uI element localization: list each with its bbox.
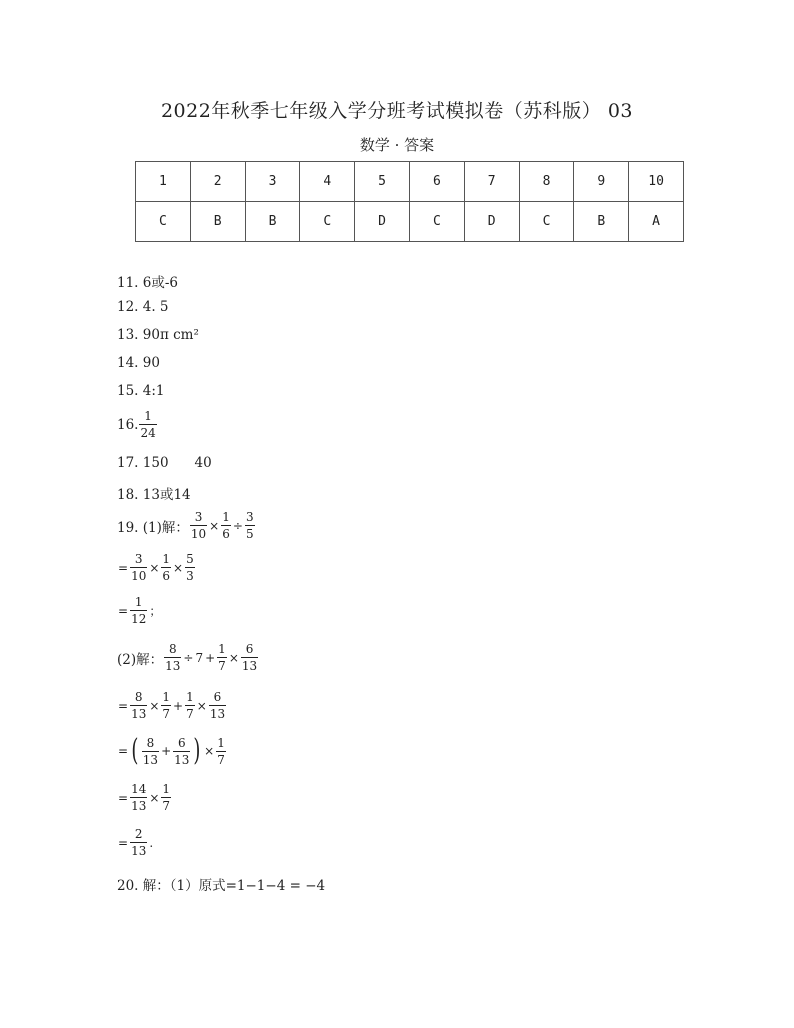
divide-sign: ÷ [183, 650, 194, 665]
answer-letter: D [355, 202, 410, 242]
numerator: 8 [168, 642, 177, 656]
denominator: 24 [140, 426, 156, 440]
times-sign: × [149, 790, 160, 805]
denominator: 10 [131, 569, 147, 583]
divide-sign: ÷ [232, 518, 243, 533]
denominator: 13 [165, 659, 181, 673]
answer-17 [117, 455, 212, 471]
numerator: 1 [144, 409, 152, 423]
equals-sign: = [118, 698, 129, 713]
answer-20: 20. 解：（1）原式=1−1−4 = −4 [117, 878, 326, 894]
question-number: 5 [355, 162, 410, 202]
answer-letter: B [245, 202, 300, 242]
numerator: 3 [134, 552, 143, 566]
fraction [217, 643, 227, 672]
question-number: 7 [464, 162, 519, 202]
numerator: 6 [177, 735, 186, 750]
denominator: 6 [222, 527, 230, 541]
equals-sign: = [118, 560, 129, 575]
answer-15: 15. 4:1 [117, 383, 165, 399]
equals-sign: = [118, 790, 129, 805]
question-number: 1 [136, 162, 191, 202]
denominator: 13 [131, 707, 147, 721]
numerator: 2 [134, 827, 143, 841]
answer-19-part-1 [117, 511, 256, 540]
answer-19-part-2-label: (2)解： [117, 651, 164, 668]
answer-14: 14. 90 [117, 355, 160, 371]
numerator: 14 [131, 782, 147, 796]
numerator: 1 [162, 552, 171, 566]
numerator: 3 [245, 510, 254, 524]
times-sign: × [149, 560, 160, 575]
numerator: 6 [213, 690, 222, 704]
fraction [216, 737, 226, 766]
period: . [149, 835, 154, 850]
numerator: 1 [186, 690, 194, 704]
answer-19-part-2 [117, 643, 259, 672]
step-19-2-a [117, 691, 227, 720]
question-number: 10 [629, 162, 684, 202]
numerator: 8 [134, 690, 143, 704]
fraction [139, 410, 156, 439]
answer-19-label: 19. (1)解： [117, 519, 189, 536]
denominator: 7 [186, 707, 194, 721]
fraction [130, 828, 147, 857]
answer-letter: C [409, 202, 464, 242]
denominator: 13 [131, 844, 147, 858]
page-subtitle: 数学 · 答案 [359, 136, 435, 154]
step-19-1-b [117, 596, 162, 625]
fraction [185, 691, 195, 720]
answer-18: 18. 13或14 [117, 487, 191, 503]
numerator: 3 [194, 510, 203, 524]
fraction [245, 511, 255, 540]
fraction [130, 596, 147, 625]
answer-16-label: 16. [117, 416, 139, 433]
step-19-2-d [117, 828, 154, 857]
fraction [241, 643, 258, 672]
times-sign: × [173, 560, 184, 575]
answer-17-part-a: 17. 150 [117, 455, 169, 471]
denominator: 13 [131, 799, 147, 813]
plus-sign: + [173, 698, 184, 713]
numerator: 1 [162, 690, 171, 704]
times-sign: × [228, 650, 239, 665]
equals-sign: = [118, 744, 129, 758]
question-number: 4 [300, 162, 355, 202]
step-19-2-c [117, 783, 172, 812]
step-19-1-a [117, 553, 196, 582]
table-row-answers [136, 202, 684, 242]
answer-letter: C [519, 202, 574, 242]
answer-13: 13. 90π cm² [117, 327, 199, 343]
left-paren: ( [131, 733, 139, 768]
answer-17-part-b: 40 [194, 455, 212, 471]
question-number: 6 [409, 162, 464, 202]
fraction [209, 691, 226, 720]
denominator: 13 [142, 752, 159, 767]
denominator: 13 [209, 707, 226, 721]
integer: 7 [195, 650, 204, 665]
numerator: 5 [186, 552, 194, 566]
fraction [164, 643, 181, 672]
semicolon: ； [149, 604, 162, 618]
denominator: 7 [162, 707, 171, 721]
fraction [130, 691, 147, 720]
question-number: 9 [574, 162, 629, 202]
fraction [221, 511, 231, 540]
answer-16 [117, 410, 158, 439]
denominator: 5 [245, 527, 254, 541]
denominator: 3 [186, 569, 194, 583]
numerator: 1 [162, 782, 171, 796]
answer-11: 11. 6或-6 [117, 275, 179, 291]
fraction [173, 737, 190, 766]
times-sign: × [196, 698, 207, 713]
question-number: 3 [245, 162, 300, 202]
plus-sign: + [205, 650, 216, 665]
equals-sign: = [118, 603, 129, 618]
fraction [142, 737, 159, 766]
answer-12: 12. 4. 5 [117, 299, 169, 315]
denominator: 7 [218, 659, 226, 673]
denominator: 13 [174, 752, 190, 767]
numerator: 8 [146, 735, 155, 750]
numerator: 6 [245, 642, 254, 656]
right-paren: ) [193, 733, 201, 768]
numerator: 1 [218, 642, 226, 656]
numerator: 1 [134, 595, 143, 609]
denominator: 10 [190, 527, 207, 541]
answer-table [135, 161, 684, 242]
denominator: 6 [162, 569, 171, 583]
question-number: 2 [190, 162, 245, 202]
answer-letter: A [629, 202, 684, 242]
times-sign: × [149, 698, 160, 713]
denominator: 13 [241, 659, 258, 673]
denominator: 7 [217, 752, 225, 767]
denominator: 7 [162, 799, 171, 813]
fraction [190, 511, 207, 540]
answer-letter: C [136, 202, 191, 242]
fraction [161, 553, 171, 582]
answer-letter: B [574, 202, 629, 242]
fraction [161, 783, 171, 812]
times-sign: × [209, 518, 220, 533]
answer-letter: D [464, 202, 519, 242]
plus-sign: + [161, 744, 172, 758]
times-sign: × [204, 744, 215, 758]
denominator: 12 [131, 612, 147, 626]
fraction [161, 691, 171, 720]
fraction [130, 553, 147, 582]
step-19-2-b [117, 733, 227, 768]
numerator: 1 [217, 735, 225, 750]
table-row-numbers [136, 162, 684, 202]
numerator: 1 [222, 510, 230, 524]
answer-letter: B [190, 202, 245, 242]
equals-sign: = [118, 835, 129, 850]
fraction [185, 553, 195, 582]
page-title: 2022年秋季七年级入学分班考试模拟卷（苏科版） 03 [160, 100, 634, 122]
answer-letter: C [300, 202, 355, 242]
question-number: 8 [519, 162, 574, 202]
fraction [130, 783, 147, 812]
